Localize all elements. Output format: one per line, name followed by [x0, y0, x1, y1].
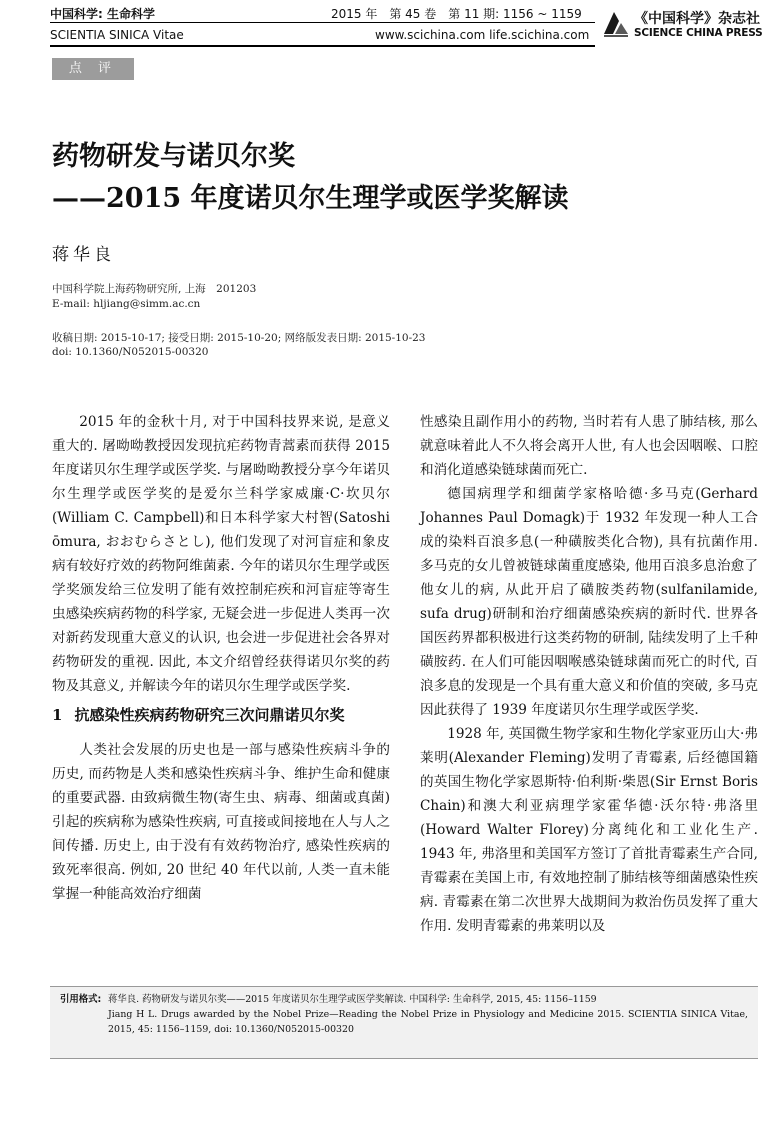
- article-dates: 收稿日期: 2015-10-17; 接受日期: 2015-10-20; 网络版发表日期: 2015-10-23: [52, 332, 426, 344]
- article-type-tag: 点 评: [52, 58, 134, 80]
- citation-box: [50, 986, 758, 1059]
- article-doi[interactable]: doi: 10.1360/N052015-00320: [52, 346, 209, 358]
- header-rule: [50, 22, 595, 23]
- publisher-name-en: SCIENCE CHINA PRESS: [634, 27, 763, 39]
- section-title: 抗感染性疾病药物研究三次问鼎诺贝尔奖: [74, 706, 345, 724]
- article-subtitle: ——2015 年度诺贝尔生理学或医学奖解读: [52, 183, 569, 214]
- article-title: 药物研发与诺贝尔奖: [52, 141, 295, 172]
- citation-en: Jiang H L. Drugs awarded by the Nobel Prize—Reading the Nobel Prize in Physiology and Medicine 2015. SCIENTIA SINICA Vitae, 2015, 45: 1156–1159, doi: 10.1360/N052015-00320: [108, 1009, 748, 1035]
- author-name: 蒋华良: [52, 245, 115, 265]
- section-heading: [52, 704, 344, 725]
- left-column-intro: [52, 410, 390, 698]
- intro-paragraph: 2015 年的金秋十月, 对于中国科技界来说, 是意义重大的. 屠呦呦教授因发现抗疟药物青蒿素而获得 2015 年度诺贝尔生理学或医学奖. 与屠呦呦教授分享今年诺贝尔生理学或医学奖的是爱尔兰科学家威廉·C·坎贝尔(William C. Campbell)和日本科学家大村智(Satoshi ōmura, おおむらさとし), 他们发现了对河盲症和象皮病有较好疗效的药物阿维菌素. 今年的诺贝尔生理学或医学奖颁发给三位发明了能有效控制疟疾和河盲症等寄生虫感染疾病药物的科学家, 无疑会进一步促进人类再一次对新药发现重大意义的认识, 也会进一步促进社会各界对药物研发的重视. 因此, 本文介绍曾经获得诺贝尔奖的药物及其意义, 并解读今年的诺贝尔生理学或医学奖.: [52, 414, 390, 694]
- right-column: [420, 410, 758, 938]
- author-affiliation: 中国科学院上海药物研究所, 上海 201203: [52, 283, 257, 295]
- citation-cn: 蒋华良. 药物研发与诺贝尔奖——2015 年度诺贝尔生理学或医学奖解读. 中国科学: 生命科学, 2015, 45: 1156–1159: [108, 994, 597, 1005]
- section-number: 1: [52, 706, 63, 724]
- continued-paragraph: 性感染且副作用小的药物, 当时若有人患了肺结核, 那么就意味着此人不久将会离开人世, 有人也会因咽喉、口腔和消化道感染链球菌而死亡.: [420, 414, 758, 478]
- journal-urls[interactable]: www.scichina.com life.scichina.com: [375, 28, 590, 42]
- body-paragraph: 德国病理学和细菌学家格哈德·多马克(Gerhard Johannes Paul Domagk)于 1932 年发现一种人工合成的染料百浪多息(一种磺胺类化合物), 具有抗菌作用. 多马克的女儿曾被链球菌重度感染, 他用百浪多息治愈了他女儿的病, 从此开启了磺胺类药物(sulfanilamide, sufa drug)研制和治疗细菌感染疾病的新时代. 世界各国医药界都积极进行这类药物的研制, 陆续发明了上千种磺胺药. 在人们可能因咽喉感染链球菌而死亡的时代, 百浪多息的发现是一个具有重大意义和价值的突破, 多马克因此获得了 1939 年度诺贝尔生理学或医学奖.: [420, 486, 758, 718]
- journal-title-cn: 中国科学: 生命科学: [50, 7, 155, 21]
- header-rule-thick: [50, 45, 595, 47]
- author-email[interactable]: E-mail: hljiang@simm.ac.cn: [52, 298, 201, 310]
- publisher-name-cn: 《中国科学》杂志社: [634, 11, 760, 27]
- body-paragraph: 1928 年, 英国微生物学家和生物化学家亚历山大·弗莱明(Alexander Fleming)发明了青霉素, 后经德国籍的英国生物化学家恩斯特·伯利斯·柴恩(Sir Ernst Boris Chain)和澳大利亚病理学家霍华德·沃尔特·弗洛里(Howard Walter Florey)分离纯化和工业化生产. 1943 年, 弗洛里和美国军方签订了首批青霉素生产合同, 青霉素在美国上市, 有效地控制了肺结核等细菌感染性疾病. 青霉素在第二次世界大战期间为救治伤员发挥了重大作用. 发明青霉素的弗莱明以及: [420, 726, 758, 934]
- science-china-press-logo-icon: [601, 9, 631, 39]
- left-column-body: [52, 738, 390, 906]
- citation-label: 引用格式:: [60, 994, 102, 1005]
- body-paragraph: 人类社会发展的历史也是一部与感染性疾病斗争的历史, 而药物是人类和感染性疾病斗争、维护生命和健康的重要武器. 由致病微生物(寄生虫、病毒、细菌或真菌)引起的疾病称为感染性疾病, 可直接或间接地在人与人之间传播. 历史上, 由于没有有效药物治疗, 感染性疾病的致死率很高. 例如, 20 世纪 40 年代以前, 人类一直未能掌握一种能高效治疗细菌: [52, 742, 390, 902]
- issue-info: 2015 年 第 45 卷 第 11 期: 1156 ~ 1159: [331, 7, 582, 21]
- journal-title-en: SCIENTIA SINICA Vitae: [50, 28, 184, 42]
